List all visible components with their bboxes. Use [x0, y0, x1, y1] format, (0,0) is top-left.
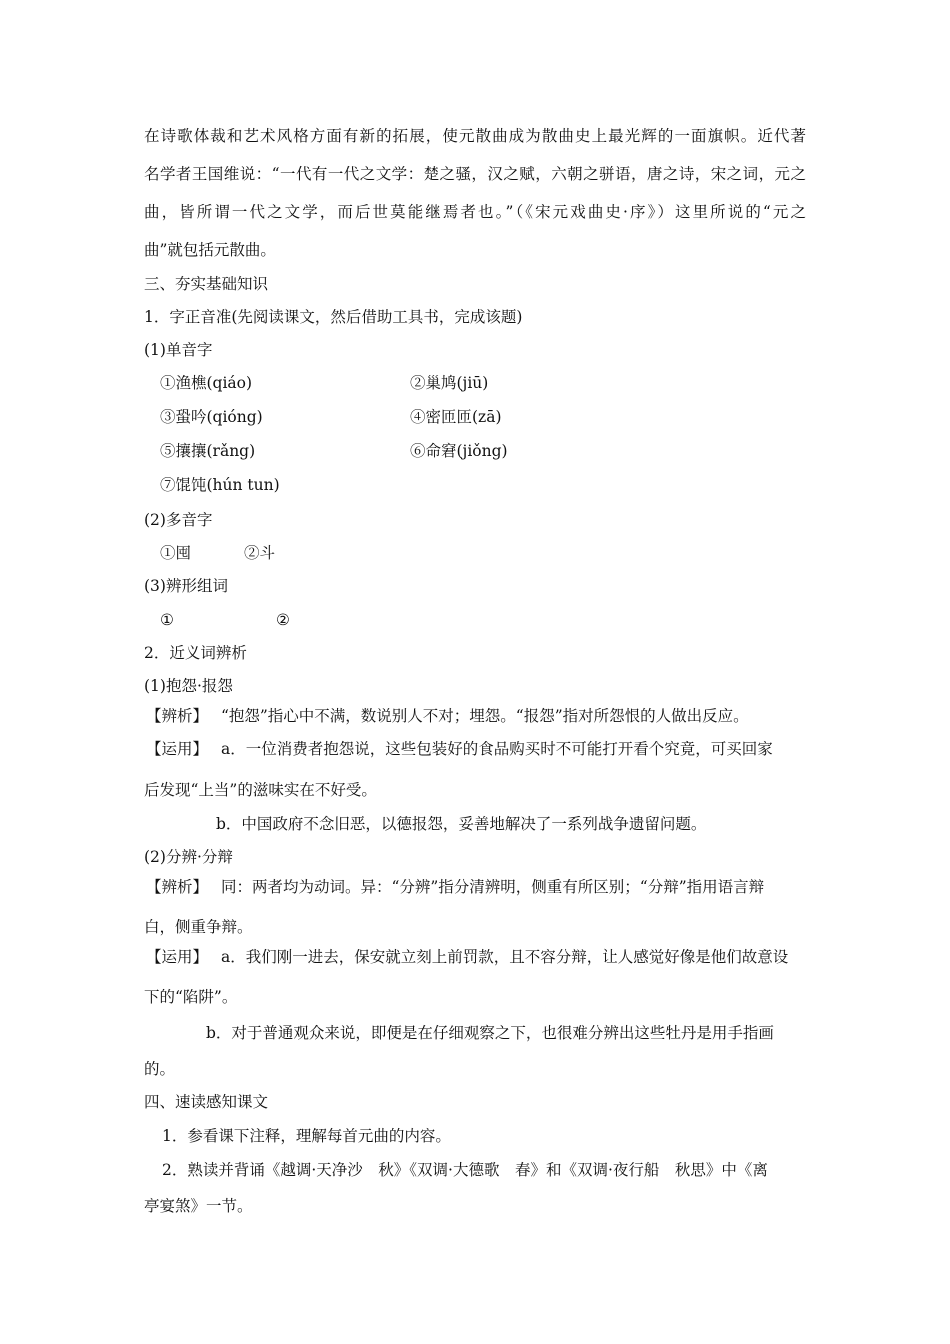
bianxing-item: ① — [160, 611, 174, 629]
duoyin-item: ②斗 — [244, 544, 276, 562]
pinyin-item: ①渔樵(qiáo) — [160, 374, 253, 392]
intro-line-4: 曲”就包括元散曲。 — [144, 241, 276, 259]
intro-line-3: 曲，皆所谓一代之文学，而后世莫能继焉者也。”（《宋元戏曲史·序》）这里所说的“元之 — [144, 203, 806, 221]
sub-3-title: (3)辨形组词 — [144, 577, 228, 595]
yunyong-tag: 【运用】 — [146, 740, 209, 758]
pair-2-yunyong-a — [146, 947, 806, 967]
pair-2-yunyong-b: b．对于普通观众来说，即便是在仔细观察之下，也很难分辨出这些牡丹是用手指画 — [206, 1024, 774, 1042]
section-4-item-1: 1．参看课下注释，理解每首元曲的内容。 — [162, 1127, 451, 1145]
pair-2-title: (2)分辨·分辩 — [144, 848, 233, 866]
pair-2-bianxi — [146, 877, 806, 897]
pinyin-item: ⑦馄饨(hún tun) — [160, 476, 280, 494]
duoyin-item: ①囤 — [160, 544, 192, 562]
bianxi-text: 同：两者均为动词。异：“分辨”指分清辨明，侧重有所区别；“分辩”指用语言辩 — [220, 878, 765, 896]
pair-1-yunyong-b: b．中国政府不念旧恶，以德报怨，妥善地解决了一系列战争遗留问题。 — [216, 815, 707, 833]
bianxi-tag: 【辨析】 — [146, 707, 209, 725]
yunyong-tag: 【运用】 — [146, 948, 209, 966]
sub-1-title: (1)单音字 — [144, 341, 213, 359]
pair-1-bianxi — [146, 706, 749, 726]
yunyong-text: a．我们刚一进去，保安就立刻上前罚款，且不容分辩，让人感觉好像是他们故意设 — [220, 948, 789, 966]
pair-2-bianxi-cont: 白，侧重争辩。 — [144, 918, 253, 936]
pinyin-item: ④密匝匝(zā) — [410, 408, 502, 426]
item-1-title: 1．字正音准(先阅读课文，然后借助工具书，完成该题) — [144, 308, 523, 326]
section-4-heading: 四、速读感知课文 — [144, 1093, 269, 1111]
pinyin-item: ②巢鸠(jiū) — [410, 374, 489, 392]
section-4-item-2: 2．熟读并背诵《越调·天净沙 秋》《双调·大德歌 春》和《双调·夜行船 秋思》中《离 — [162, 1161, 768, 1179]
pinyin-item: ③蛩吟(qióng) — [160, 408, 263, 426]
bianxi-text: “抱怨”指心中不满，数说别人不对；埋怨。“报怨”指对所怨恨的人做出反应。 — [220, 707, 749, 725]
pair-1-title: (1)抱怨·报怨 — [144, 677, 233, 695]
pair-1-yunyong-a — [146, 739, 806, 759]
pair-1-yunyong-a-cont: 后发现“上当”的滋味实在不好受。 — [144, 781, 377, 799]
section-3-heading: 三、夯实基础知识 — [144, 275, 269, 293]
sub-2-title: (2)多音字 — [144, 511, 213, 529]
pinyin-item: ⑥命窘(jiǒng) — [410, 442, 508, 460]
pinyin-item: ⑤攘攘(rǎng) — [160, 442, 256, 460]
bianxing-item: ② — [276, 611, 290, 629]
bianxi-tag: 【辨析】 — [146, 878, 209, 896]
intro-line-1: 在诗歌体裁和艺术风格方面有新的拓展，使元散曲成为散曲史上最光辉的一面旗帜。近代著 — [144, 127, 806, 145]
pair-2-yunyong-b-cont: 的。 — [144, 1060, 176, 1078]
section-4-item-2-cont: 亭宴煞》一节。 — [144, 1197, 253, 1215]
intro-line-2: 名学者王国维说：“一代有一代之文学：楚之骚，汉之赋，六朝之骈语，唐之诗，宋之词，元之 — [144, 165, 806, 183]
item-2-title: 2．近义词辨析 — [144, 644, 247, 662]
pair-2-yunyong-a-cont: 下的“陷阱”。 — [144, 988, 238, 1006]
yunyong-text: a．一位消费者抱怨说，这些包装好的食品购买时不可能打开看个究竟，可买回家 — [220, 740, 773, 758]
